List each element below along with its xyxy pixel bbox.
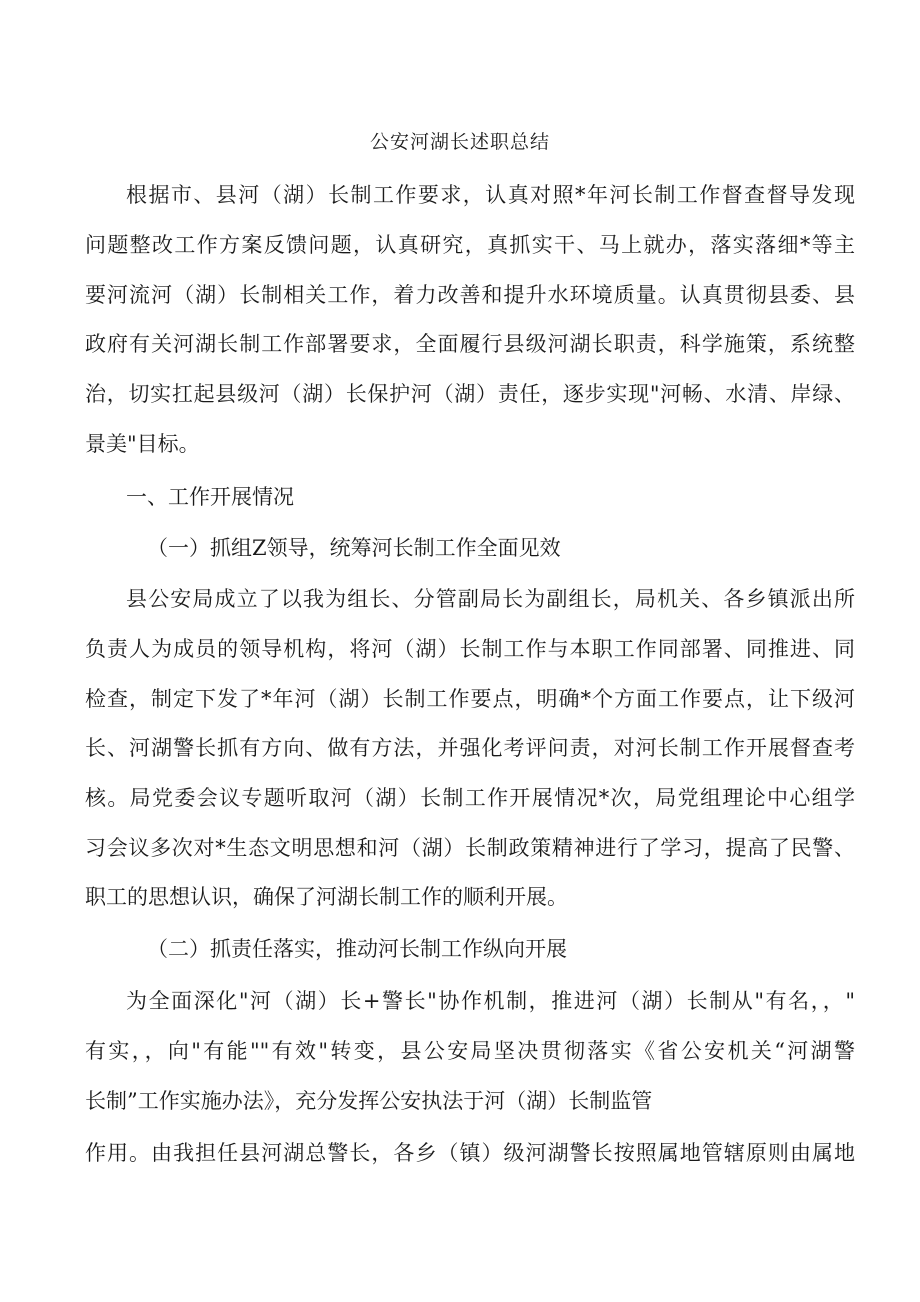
subsection-heading: （二）抓责任落实，推动河长制工作纵向开展 bbox=[147, 937, 567, 961]
paragraph-line: 问题整改工作方案反馈问题，认真研究，真抓实干、马上就办，落实落细*等主 bbox=[85, 233, 855, 257]
paragraph-line: 景美"目标。 bbox=[85, 432, 200, 456]
section-heading: 一、工作开展情况 bbox=[126, 485, 294, 509]
paragraph-line: 为全面深化"河（湖）长+警长"协作机制，推进河（湖）长制从"有名，，" bbox=[126, 989, 855, 1013]
paragraph-line: 检查，制定下发了*年河（湖）长制工作要点，明确*个方面工作要点，让下级河 bbox=[85, 687, 855, 711]
paragraph-line: 长、河湖警长抓有方向、做有方法，并强化考评问责，对河长制工作开展督查考 bbox=[85, 736, 855, 760]
paragraph-line: 根据市、县河（湖）长制工作要求，认真对照*年河长制工作督查督导发现 bbox=[126, 183, 855, 207]
paragraph-line: 习会议多次对*生态文明思想和河（湖）长制政策精神进行了学习，提高了民警、 bbox=[85, 836, 855, 860]
paragraph-line: 作用。由我担任县河湖总警长，各乡（镇）级河湖警长按照属地管辖原则由属地 bbox=[85, 1141, 855, 1165]
paragraph-line: 政府有关河湖长制工作部署要求，全面履行县级河湖长职责，科学施策，系统整 bbox=[85, 332, 855, 356]
subsection-heading: （一）抓组Z领导，统筹河长制工作全面见效 bbox=[147, 536, 561, 560]
paragraph-line: 负责人为成员的领导机构，将河（湖）长制工作与本职工作同部署、同推进、同 bbox=[85, 637, 855, 661]
document-title: 公安河湖长述职总结 bbox=[369, 131, 550, 153]
paragraph-line: 治，切实扛起县级河（湖）长保护河（湖）责任，逐步实现"河畅、水清、岸绿、 bbox=[85, 382, 855, 406]
paragraph-line: 职工的思想认识，确保了河湖长制工作的顺利开展。 bbox=[85, 885, 568, 909]
paragraph-line: 要河流河（湖）长制相关工作，着力改善和提升水环境质量。认真贯彻县委、县 bbox=[85, 283, 855, 307]
paragraph-line: 有实，，向"有能""有效"转变，县公安局坚决贯彻落实《省公安机关“河湖警 bbox=[85, 1039, 855, 1063]
paragraph-line: 核。局党委会议专题听取河（湖）长制工作开展情况*次，局党组理论中心组学 bbox=[85, 786, 855, 810]
paragraph-line: 县公安局成立了以我为组长、分管副局长为副组长，局机关、各乡镇派出所 bbox=[126, 587, 855, 611]
paragraph-line: 长制”工作实施办法》，充分发挥公安执法于河（湖）长制监管 bbox=[85, 1089, 653, 1113]
